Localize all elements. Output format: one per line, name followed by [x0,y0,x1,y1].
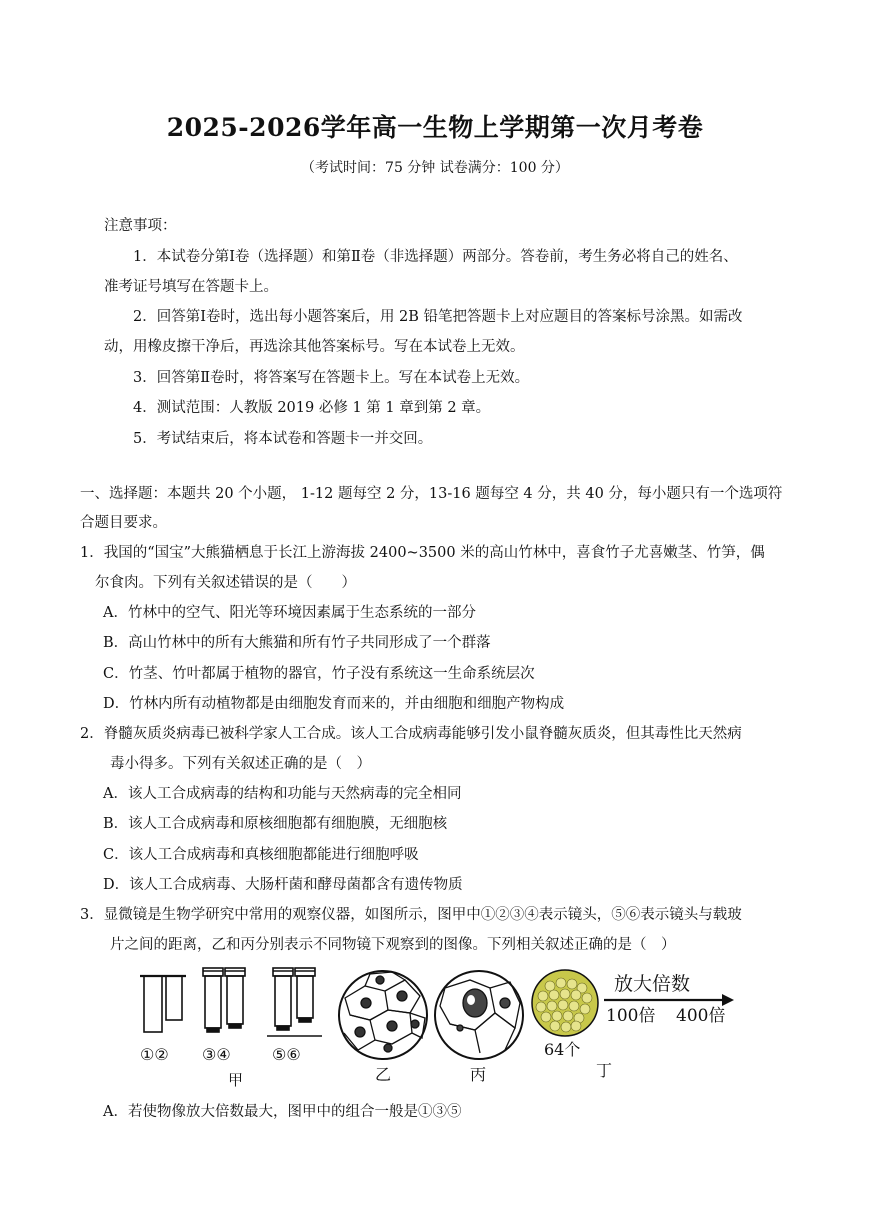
image-ding [532,970,598,1036]
figure-label-100x: 100倍 [606,1006,656,1026]
q2-option-c: C．该人工合成病毒和真核细胞都能进行细胞呼吸 [103,847,419,863]
q3-stem-line-1: 3．显微镜是生物学研究中常用的观察仪器，如图所示，图甲中①②③④表示镜头，⑤⑥表示镜头与载玻 [80,907,742,923]
figure-label-bing: 丙 [470,1065,487,1084]
q3-option-a: A．若使物像放大倍数最大，图甲中的组合一般是①③⑤ [103,1104,462,1120]
figure-label-400x: 400倍 [676,1006,726,1026]
note-2-line-1: 2．回答第Ⅰ卷时，选出每小题答案后，用 2B 铅笔把答题卡上对应题目的答案标号涂黑。如需改 [133,309,743,325]
q1-stem-line-2: 尔食肉。下列有关叙述错误的是（ ） [95,575,356,591]
figure-label-yi: 乙 [375,1065,392,1084]
note-5: 5．考试结束后，将本试卷和答题卡一并交回。 [133,431,433,447]
magnification-arrow [604,994,734,1006]
note-2-line-2: 动，用橡皮擦干净后，再选涂其他答案标号。写在本试卷上无效。 [104,339,525,355]
q2-option-b: B．该人工合成病毒和原核细胞都有细胞膜，无细胞核 [103,816,448,832]
figure-label-56: ⑤⑥ [272,1045,301,1064]
q2-option-a: A．该人工合成病毒的结构和功能与天然病毒的完全相同 [103,786,462,802]
exam-title: 2025-2026学年高一生物上学期第一次月考卷 [166,113,704,142]
figure-label-magnification: 放大倍数 [614,973,691,995]
image-bing [435,971,523,1059]
figure-label-jia: 甲 [228,1071,244,1089]
q1-stem-line-1: 1．我国的“国宝”大熊猫栖息于长江上游海拔 2400~3500 米的高山竹林中，喜食竹子尤喜嫩茎、竹笋，偶 [80,545,765,561]
q2-stem-line-2: 毒小得多。下列有关叙述正确的是（ ） [110,756,371,772]
q1-option-c: C．竹茎、竹叶都属于植物的器官，竹子没有系统这一生命系统层次 [103,666,535,682]
exam-subtitle: （考试时间：75 分钟 试卷满分：100 分） [301,160,569,176]
image-yi [339,971,427,1059]
q1-option-b: B．高山竹林中的所有大熊猫和所有竹子共同形成了一个群落 [103,635,491,651]
section-heading-line-1: 一、选择题：本题共 20 个小题， 1-12 题每空 2 分，13-16 题每空 4 分，共 40 分，每小题只有一个选项符 [80,486,783,502]
lens-group-34 [203,968,245,1032]
q1-option-a: A．竹林中的空气、阳光等环境因素属于生态系统的一部分 [103,605,476,621]
figure-label-count: 64个 [544,1040,581,1059]
notes-heading: 注意事项： [104,218,177,234]
note-1-line-1: 1．本试卷分第Ⅰ卷（选择题）和第Ⅱ卷（非选择题）两部分。答卷前，考生务必将自己的姓名、 [133,249,738,265]
figure-label-12: ①② [140,1045,169,1064]
note-1-line-2: 准考证号填写在答题卡上。 [104,279,278,295]
lens-group-56 [267,968,322,1036]
section-heading-line-2: 合题目要求。 [80,515,167,531]
lens-group-12 [140,976,186,1032]
q2-stem-line-1: 2．脊髓灰质炎病毒已被科学家人工合成。该人工合成病毒能够引发小鼠脊髓灰质炎，但其毒性比天然病 [80,726,742,742]
figure-label-ding: 丁 [596,1061,613,1080]
note-4: 4．测试范围：人教版 2019 必修 1 第 1 章到第 2 章。 [133,400,491,416]
figure-label-34: ③④ [202,1045,231,1064]
microscope-figure [130,958,740,1093]
q1-option-d: D．竹林内所有动植物都是由细胞发育而来的，并由细胞和细胞产物构成 [103,696,565,712]
q2-option-d: D．该人工合成病毒、大肠杆菌和酵母菌都含有遗传物质 [103,877,463,893]
q3-stem-line-2: 片之间的距离，乙和丙分别表示不同物镜下观察到的图像。下列相关叙述正确的是（ ） [110,937,676,953]
note-3: 3．回答第Ⅱ卷时，将答案写在答题卡上。写在本试卷上无效。 [133,370,530,386]
